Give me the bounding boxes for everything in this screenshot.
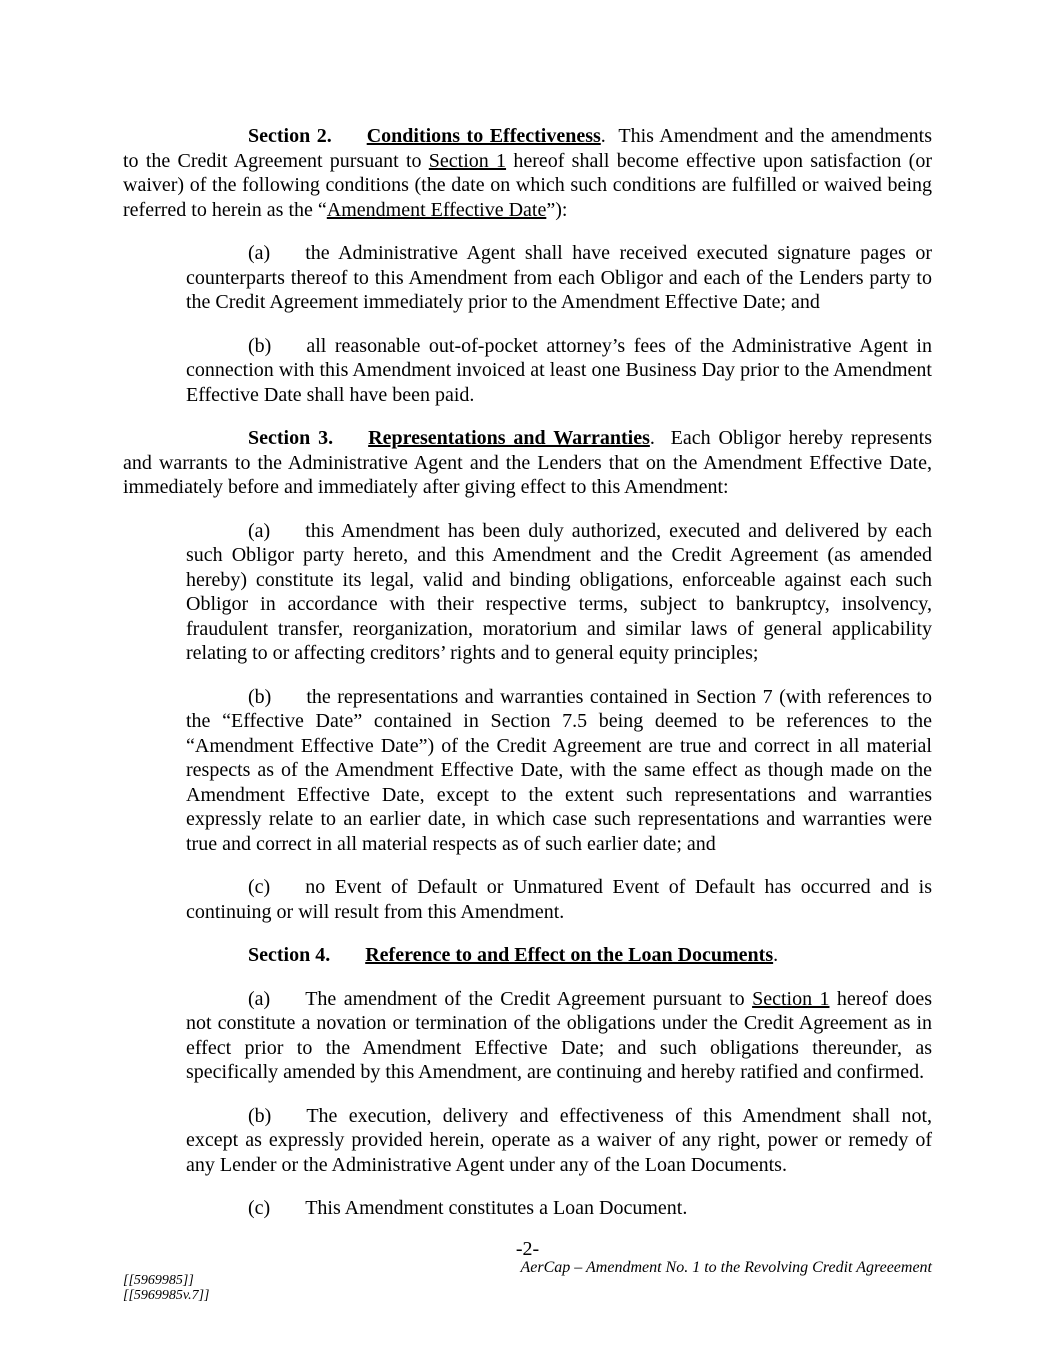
clause-3a-paragraph: (a) this Amendment has been duly authorized, executed and delivered by each such Obligor party hereto, and this Amendment and the Credit Agreement (as amended hereby) constitute its legal, valid and binding obligations, enforceable against each such Obligor in accordance with their respective terms, subject to bankruptcy, insolvency, fraudulent transfer, reorganization, moratorium and similar laws of general applicability relating to or affecting creditors’ rights and to general equity principles;: [186, 519, 932, 664]
clause-4a-paragraph: (a) The amendment of the Credit Agreement pursuant to Section 1 hereof does not constitute a novation or termination of the obligations under the Credit Agreement as in effect prior to the Amendment Effective Date; and such obligations thereunder, as specifically amended by this Amendment, are continuing and hereby ratified and confirmed.: [186, 987, 933, 1083]
page-number: -2-: [515, 1238, 540, 1260]
section-4-heading-paragraph: Section 4. Reference to and Effect on the Loan Documents.: [248, 944, 779, 966]
footer-document-ids: [123, 1273, 209, 1303]
footer-document-title: AerCap – Amendment No. 1 to the Revolving Credit Agreeement: [520, 1259, 932, 1276]
clause-4b-paragraph: (b) The execution, delivery and effectiveness of this Amendment shall not, except as expressly provided herein, operate as a waiver of any right, power or remedy of any Lender or the Administrative Agent under any of the Loan Documents.: [186, 1104, 932, 1176]
section-2-intro-paragraph: Section 2. Conditions to Effectiveness. This Amendment and the amendments to the Credit Agreement pursuant to Section 1 hereof shall become effective upon satisfaction (or waiver) of the following conditions (the date on which such conditions are fulfilled or waived being referred to herein as the “Amendment Effective Date”):: [123, 125, 932, 221]
footer-document-id-line: [[5969985]]: [123, 1273, 194, 1288]
clause-4c-paragraph: (c) This Amendment constitutes a Loan Document.: [248, 1197, 688, 1219]
clause-3b-paragraph: (b) the representations and warranties contained in Section 7 (with references to the “Effective Date” contained in Section 7.5 being deemed to be references to the “Amendment Effective Date”) of the Credit Agreement are true and correct in all material respects as of the Amendment Effective Date, with the same effect as though made on the Amendment Effective Date, except to the extent such representations and warranties expressly relate to an earlier date, in which case such representations and warranties were true and correct in all material respects as of such earlier date; and: [186, 685, 932, 855]
section-3-intro-paragraph: Section 3. Representations and Warranties. Each Obligor hereby represents and warrants to the Administrative Agent and the Lenders that on the Amendment Effective Date, immediately before and immediately after giving effect to this Amendment:: [123, 427, 933, 498]
clause-3c-paragraph: (c) no Event of Default or Unmatured Event of Default has occurred and is continuing or will result from this Amendment.: [186, 876, 932, 923]
clause-2b-paragraph: (b) all reasonable out-of-pocket attorney’s fees of the Administrative Agent in connection with this Amendment invoiced at least one Business Day prior to the Amendment Effective Date shall have been paid.: [186, 334, 932, 406]
clause-2a-paragraph: (a) the Administrative Agent shall have received executed signature pages or counterparts thereof to this Amendment from each Obligor and each of the Lenders party to the Credit Agreement immediately prior to the Amendment Effective Date; and: [186, 242, 932, 313]
footer-document-id-line: [[5969985v.7]]: [123, 1288, 210, 1303]
document-body: [123, 124, 932, 1221]
